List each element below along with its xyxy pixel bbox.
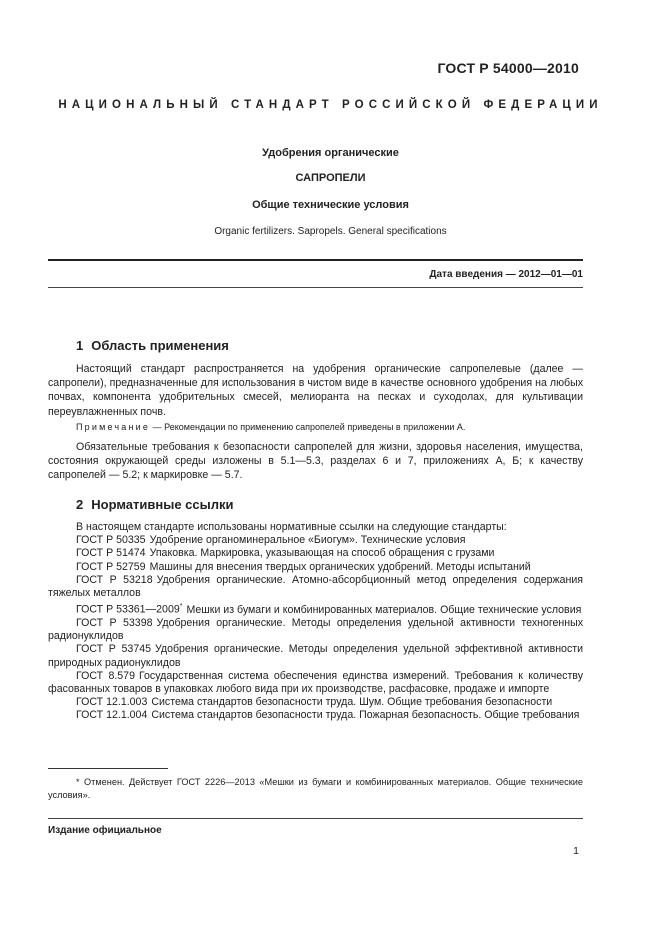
reference-code: ГОСТ Р 51474	[76, 547, 146, 560]
reference-code: ГОСТ Р 53398	[76, 616, 153, 629]
reference-title: Удобрение органоминеральное «Биогум». Технические условия	[149, 534, 466, 547]
reference-title: Система стандартов безопасности труда. Шум. Общие требования безопасности	[151, 696, 553, 709]
reference-title: Мешки из бумаги и комбинированных материалов. Общие технические условия	[186, 603, 582, 616]
reference-item	[48, 547, 583, 560]
section-2-title: Нормативные ссылки	[91, 497, 234, 512]
footnote-text: * Отменен. Действует ГОСТ 2226—2013 «Мешки из бумаги и комбинированных материалов. Общие технические условия».	[48, 777, 583, 800]
reference-title: Государственная система обеспечения единства измерений. Требования к количеству фасованных товаров в упаковках любого вида при их производстве, расфасовке, продаже и импорте	[48, 669, 584, 695]
header-divider	[48, 259, 583, 261]
footnote-divider	[48, 768, 168, 769]
reference-item	[48, 696, 583, 709]
introduction-date: Дата введения — 2012—01—01	[429, 269, 583, 280]
reference-code: ГОСТ Р 50335	[76, 534, 146, 547]
references-intro	[48, 521, 583, 534]
section-1-note	[76, 421, 583, 433]
reference-title: Удобрения органические. Методы определения удельной активности техногенных радионуклидов	[48, 616, 583, 643]
title-english: Organic fertilizers. Sapropels. General specifications	[214, 226, 447, 237]
section-2-heading	[76, 497, 233, 512]
note-text: — Рекомендации по применению сапропелей приведены в приложении А.	[150, 422, 466, 432]
reference-item	[48, 670, 583, 696]
section-1-paragraph-1-text: Настоящий стандарт распространяется на удобрения органические сапропелевые (далее — сапропели), предназначенные для использования в чистом виде в качестве основного удобрения на любых почвах, компонента удобрительных смесей, мелиоранта на песках и суходолах, для культивации переувлажненных почв.	[48, 363, 583, 418]
title-subtitle: Общие технические условия	[252, 199, 409, 211]
footnote	[48, 776, 583, 802]
reference-code: ГОСТ Р 53218	[76, 573, 153, 586]
reference-item	[48, 574, 583, 600]
footer-divider	[48, 818, 583, 819]
reference-title: Система стандартов безопасности труда. Пожарная безопасность. Общие требования	[151, 709, 580, 722]
reference-item	[48, 561, 583, 574]
references-list	[48, 521, 583, 723]
title-name: САПРОПЕЛИ	[295, 172, 366, 184]
section-1-paragraph-2	[48, 440, 583, 483]
reference-title: Машины для внесения твердых органических удобрений. Методы испытаний	[149, 560, 531, 573]
reference-item	[48, 617, 583, 643]
section-1-paragraph-1	[48, 362, 583, 419]
reference-code: ГОСТ 12.1.004	[76, 709, 148, 722]
date-divider	[48, 287, 583, 288]
reference-title: Удобрения органические. Методы определения удельной эффективной активности природных радионуклидов	[48, 643, 584, 669]
reference-code: ГОСТ 12.1.003	[76, 696, 148, 709]
section-1-title: Область применения	[91, 338, 229, 353]
references-intro-text: В настоящем стандарте использованы нормативные ссылки на следующие стандарты:	[76, 521, 507, 533]
document-number: ГОСТ Р 54000—2010	[437, 60, 579, 76]
reference-item	[48, 643, 583, 669]
reference-code: ГОСТ 8.579	[76, 669, 135, 682]
reference-title: Удобрения органические. Атомно-абсорбционный метод определения содержания тяжелых металлов	[48, 573, 584, 600]
section-1-number: 1	[76, 338, 84, 353]
footnote-marker: *	[179, 603, 183, 611]
section-2-number: 2	[76, 497, 84, 512]
section-1-heading	[76, 338, 229, 353]
reference-code: ГОСТ Р 53745	[76, 643, 151, 656]
standard-banner: НАЦИОНАЛЬНЫЙ СТАНДАРТ РОССИЙСКОЙ ФЕДЕРАЦИИ	[58, 99, 603, 111]
reference-item	[48, 534, 583, 547]
reference-item	[48, 600, 583, 617]
note-label: Примечание	[76, 422, 151, 432]
reference-code: ГОСТ Р 53361—2009	[76, 603, 180, 616]
reference-code: ГОСТ Р 52759	[76, 560, 146, 573]
reference-title: Упаковка. Маркировка, указывающая на способ обращения с грузами	[149, 547, 495, 560]
page-number: 1	[573, 845, 579, 857]
reference-item	[48, 709, 583, 722]
title-group: Удобрения органические	[262, 147, 399, 159]
edition-label: Издание официальное	[48, 825, 162, 836]
section-1-paragraph-2-text: Обязательные требования к безопасности сапропелей для жизни, здоровья населения, имущества, состояния окружающей среды изложены в 5.1—5.3, разделах 6 и 7, приложениях А, Б; к качеству сапропелей — 5.2; к маркировке — 5.7.	[48, 441, 583, 482]
